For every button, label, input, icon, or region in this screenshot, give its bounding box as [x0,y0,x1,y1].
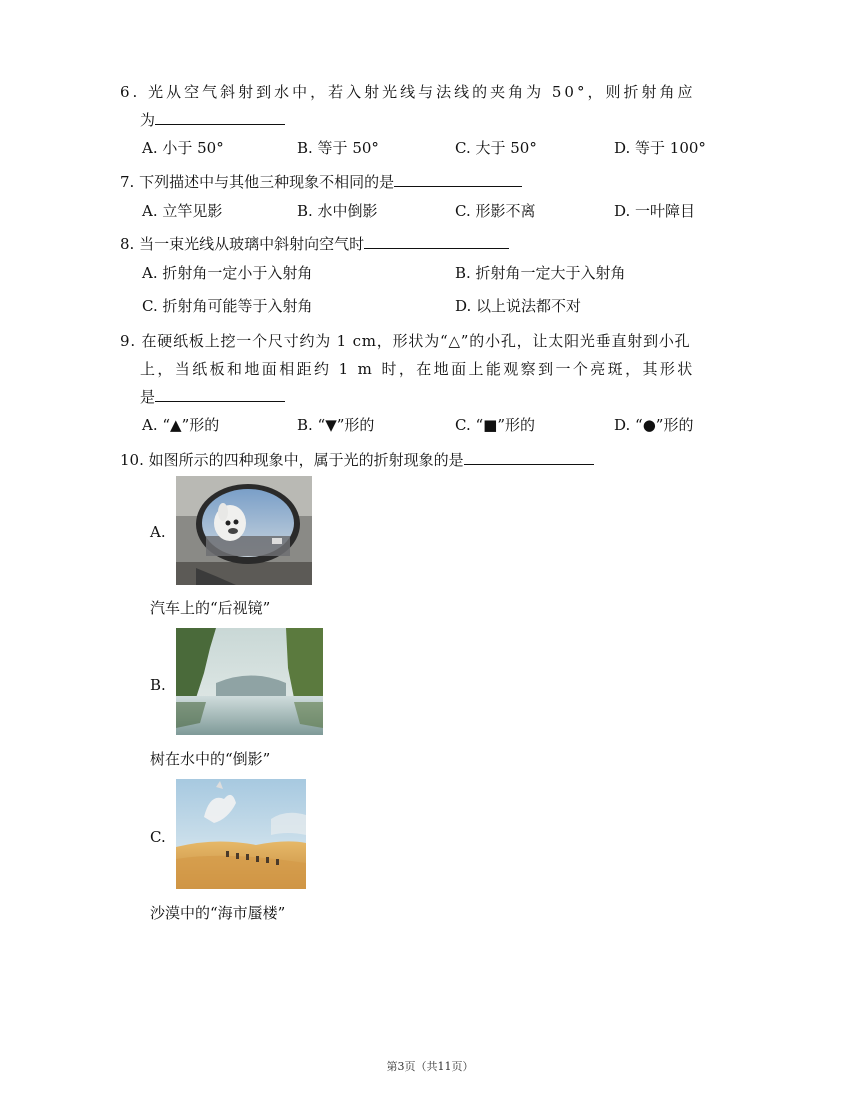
q9-option-a: A. “▲”形的 [142,416,220,434]
q6-answer-blank [155,110,285,125]
q7-option-c: C. 形影不离 [455,202,536,220]
q7-answer-blank [394,172,522,187]
q8-stem [120,234,509,254]
q6-number: 6. [120,83,141,101]
q10-item-c-caption: 沙漠中的“海市蜃楼” [150,904,286,922]
q10-answer-blank [464,450,594,465]
q10-item-a-label: A. [150,523,166,541]
page-footer: 第3页（共11页） [386,1060,474,1073]
q8-answer-blank [364,234,509,249]
q10-number: 10. [120,451,144,469]
q7-option-b: B. 水中倒影 [297,202,378,220]
q6-option-b: B. 等于 50° [297,139,379,157]
q8-option-b: B. 折射角一定大于入射角 [455,264,626,282]
q7-number: 7. [120,173,135,191]
q6-option-a: A. 小于 50° [142,139,224,157]
q8-option-a: A. 折射角一定小于入射角 [142,264,313,282]
q10-item-a-caption: 汽车上的“后视镜” [150,599,271,617]
q10-item-b-caption: 树在水中的“倒影” [150,750,271,768]
q9-option-c: C. “■”形的 [455,416,535,434]
q9-option-b: B. “▼”形的 [297,416,375,434]
rearview-mirror-photo [176,476,312,585]
q8-option-d: D. 以上说法都不对 [455,297,582,315]
q8-number: 8. [120,235,135,253]
q6-option-d: D. 等于 100° [614,139,706,157]
q9-answer-blank [155,387,285,402]
q7-option-d: D. 一叶障目 [614,202,696,220]
q9-option-d: D. “●”形的 [614,416,694,434]
q10-stem [120,450,594,470]
q6-option-c: C. 大于 50° [455,139,537,157]
q10-item-c-label: C. [150,828,166,846]
q6-stem-line2: 为 [140,110,285,130]
q10-item-b-label: B. [150,676,166,694]
q10-text: 如图所示的四种现象中，属于光的折射现象的是 [148,451,464,469]
desert-mirage-photo [176,779,306,889]
q7-text: 下列描述中与其他三种现象不相同的是 [139,173,395,191]
tree-reflection-photo [176,628,323,735]
q6-stem-line1 [120,82,695,102]
q9-number: 9. [120,332,136,350]
q7-stem [120,172,522,192]
q8-option-c: C. 折射角可能等于入射角 [142,297,313,315]
q9-stem-line2: 上，当纸板和地面相距约 1 m 时，在地面上能观察到一个亮斑，其形状 [140,360,695,378]
q8-text: 当一束光线从玻璃中斜射向空气时 [139,235,365,253]
q6-text: 光从空气斜射到水中，若入射光线与法线的夹角为 50°，则折射角应 [148,83,696,101]
q9-stem-line3: 是 [140,387,285,407]
q9-text-1: 在硬纸板上挖一个尺寸约为 1 cm，形状为“△”的小孔，让太阳光垂直射到小孔 [141,332,691,350]
q9-stem-line1 [120,331,690,351]
q7-option-a: A. 立竿见影 [142,202,223,220]
